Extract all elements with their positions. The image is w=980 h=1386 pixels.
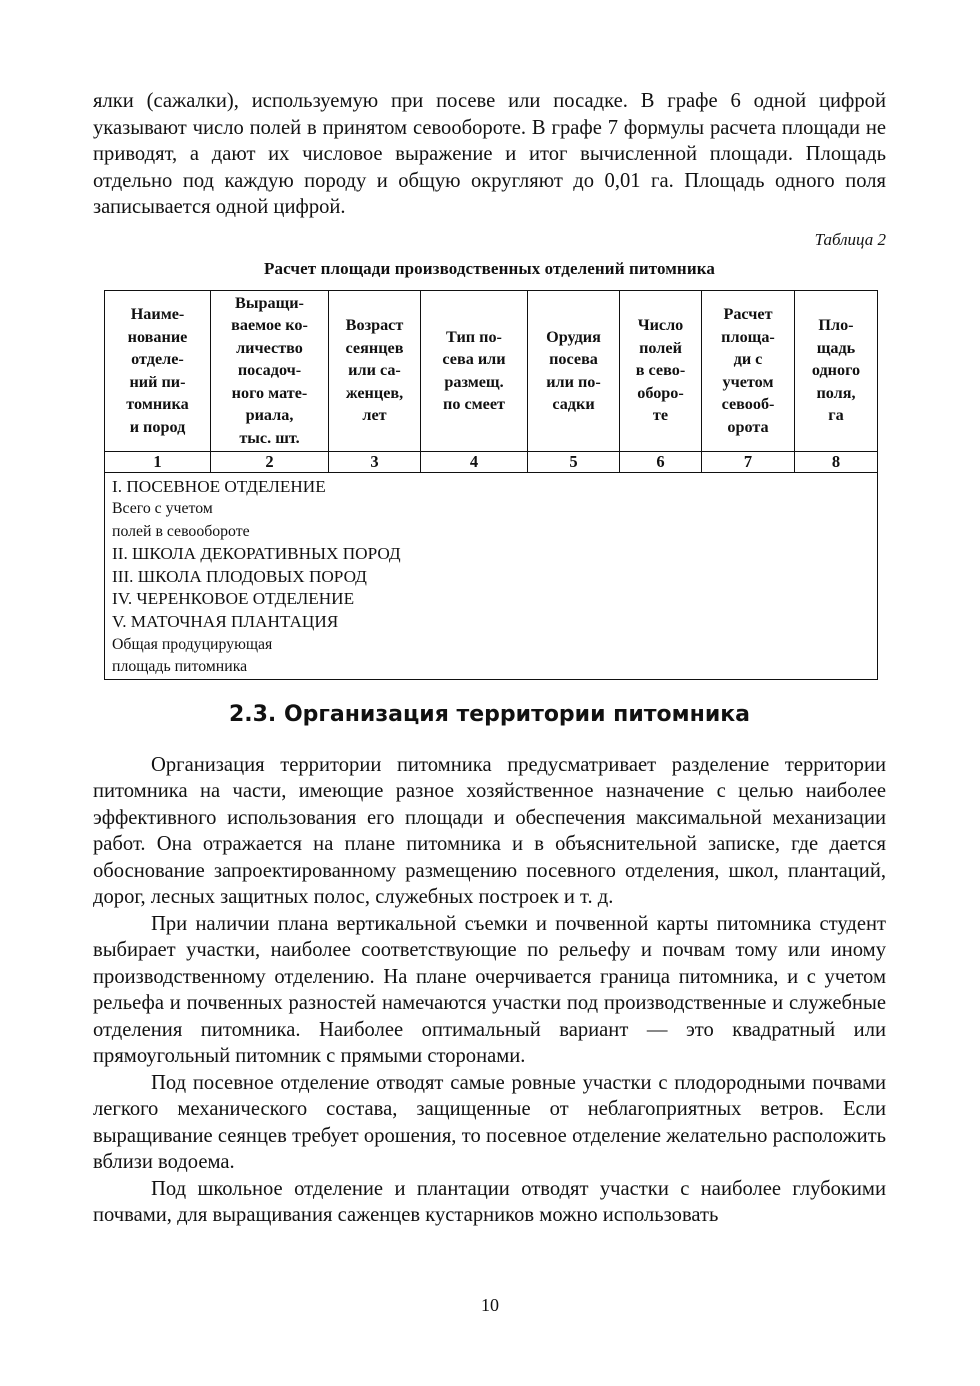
table-body-row bbox=[105, 472, 878, 679]
section-cuttings: IV. ЧЕРЕНКОВОЕ ОТДЕЛЕНИЕ bbox=[112, 589, 355, 609]
column-header-text: Расчет площа- ди с учетом севооб- орота bbox=[721, 305, 775, 436]
section-decorative-school: II. ШКОЛА ДЕКОРАТИВНЫХ ПОРОД bbox=[112, 544, 401, 564]
column-header bbox=[421, 290, 528, 451]
column-number: 2 bbox=[211, 451, 329, 472]
column-number: 6 bbox=[620, 451, 702, 472]
column-header-text: Тип по- сева или размещ. по смеет bbox=[442, 327, 506, 413]
table-title: Расчет площади производственных отделений питомника bbox=[264, 258, 715, 278]
column-number: 8 bbox=[795, 451, 878, 472]
section-mother-plantation: V. МАТОЧНАЯ ПЛАНТАЦИЯ bbox=[112, 612, 339, 632]
table-header-row bbox=[105, 290, 878, 451]
column-header bbox=[528, 290, 620, 451]
intro-paragraph: ялки (сажалки), используемую при посеве или посадке. В графе 6 одной цифрой указывают число полей в принятом севообороте. В графе 7 формулы расчета площади не приводят, а дают их числовое выражение и итог вычисленной площади. Площадь отдельно под каждую породу и общую округляют до 0,01 га. Площадь одного поля записывается одной цифрой. bbox=[93, 90, 886, 218]
column-number: 4 bbox=[421, 451, 528, 472]
column-number: 5 bbox=[528, 451, 620, 472]
table-caption: Таблица 2 bbox=[814, 229, 886, 249]
body-paragraph: При наличии плана вертикальной съемки и почвенной карты питомника студент выбирает участки, наиболее соответствующие по рельефу и почвам тому или иному производственному отделению. На плане очерчивается граница питомника, и с учетом рельефа и почвенных разностей намечаются участки под производственные и служебные отделения питомника. Наиболее оптимальный вариант — это квадратный или прямоугольный питомник с прямыми сторонами. bbox=[93, 912, 886, 1068]
column-header bbox=[702, 290, 795, 451]
sections-cell bbox=[105, 472, 878, 679]
total-area-label: площадь питомника bbox=[112, 658, 248, 676]
section-fruit-school: III. ШКОЛА ПЛОДОВЫХ ПОРОД bbox=[112, 566, 367, 586]
page-content bbox=[93, 88, 886, 1229]
body-paragraph: Организация территории питомника предусматривает разделение территории питомника на части, имеющие разное хозяйственное назначение с целью наиболее эффективного использования его площади и обеспечения максимальной механизации работ. Она отражается на плане питомника и в объяснительной записке, где дается обоснование запроектированному размещению посевного отделения, школ, плантаций, дорог, лесных защитных полос, служебных построек и т. д. bbox=[93, 753, 886, 909]
column-header-text: Наиме- нование отделе- ний пи- томника и пород bbox=[126, 305, 189, 436]
column-header-text: Орудия посева или по- садки bbox=[546, 327, 601, 413]
nursery-area-table bbox=[104, 290, 878, 680]
column-header bbox=[620, 290, 702, 451]
section-sowing-note: Всего с учетом bbox=[112, 500, 213, 518]
column-number: 1 bbox=[105, 451, 211, 472]
column-header bbox=[795, 290, 878, 451]
section-sowing: I. ПОСЕВНОЕ ОТДЕЛЕНИЕ bbox=[112, 476, 326, 496]
body-paragraph: Под школьное отделение и плантации отводят участки с наиболее глубокими почвами, для выращивания саженцев кустарников можно использовать bbox=[93, 1177, 886, 1227]
column-number: 7 bbox=[702, 451, 795, 472]
column-header bbox=[105, 290, 211, 451]
column-header-text: Выращи- ваемое ко- личество посадоч- ного мате- риала, тыс. шт. bbox=[231, 293, 308, 447]
column-number-row bbox=[105, 451, 878, 472]
column-header-text: Возраст сеянцев или са- женцев, лет bbox=[345, 316, 404, 425]
column-header bbox=[211, 290, 329, 451]
section-heading: 2.3. Организация территории питомника bbox=[228, 701, 751, 727]
section-sowing-note: полей в севообороте bbox=[112, 522, 250, 540]
column-number: 3 bbox=[329, 451, 421, 472]
page-number: 10 bbox=[481, 1295, 499, 1315]
total-area-label: Общая продуцирующая bbox=[112, 635, 273, 653]
column-header bbox=[329, 290, 421, 451]
column-header-text: Число полей в сево- oборо- те bbox=[635, 316, 686, 425]
column-header-text: Пло- щадь одного поля, га bbox=[811, 316, 861, 425]
body-paragraph: Под посевное отделение отводят самые ровные участки с плодородными почвами легкого механического состава, защищенные от неблагоприятных ветров. Если выращивание сеянцев требует орошения, то посевное отделение желательно расположить вблизи водоема. bbox=[93, 1071, 886, 1174]
